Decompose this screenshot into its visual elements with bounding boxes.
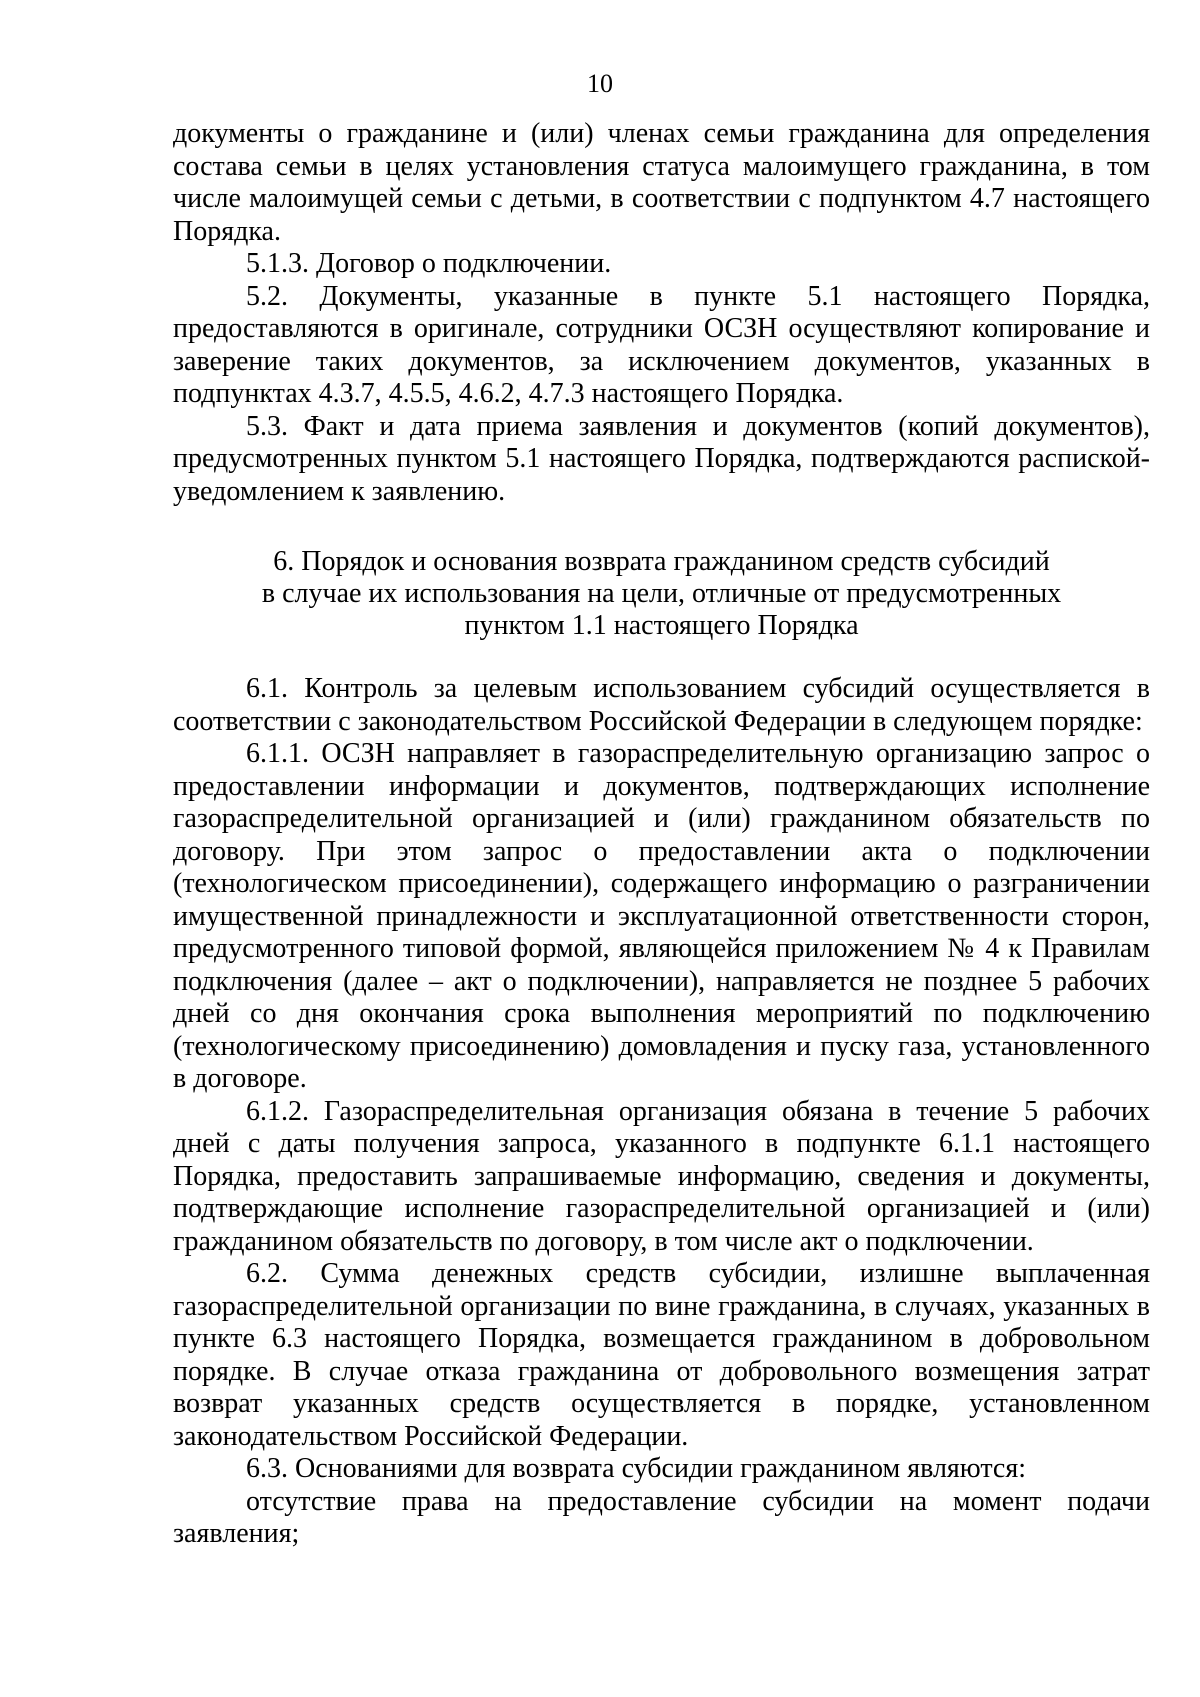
paragraph-5-3: 5.3. Факт и дата приема заявления и документов (копий документов), предусмотренных пунктом 5.1 настоящего Порядка, подтверждаются распиской-уведомлением к заявлению. [173,410,1150,507]
heading-line-1: 6. Порядок и основания возврата гражданином средств субсидий [273,546,1050,577]
paragraph-6-3: 6.3. Основаниями для возврата субсидии гражданином являются: [246,1453,1027,1484]
paragraph-6-2: 6.2. Сумма денежных средств субсидии, излишне выплаченная газораспределительной организации по вине гражданина, в случаях, указанных в пункте 6.3 настоящего Порядка, возмещается гражданином в добровольном порядке. В случае отказа гражданина от добровольного возмещения затрат возврат указанных средств осуществляется в порядке, установленном законодательством Российской Федерации. [173,1258,1150,1452]
paragraph-6-1-1: 6.1.1. ОСЗН направляет в газораспределительную организацию запрос о предоставлении информации и документов, подтверждающих исполнение газораспределительной организацией и (или) гражданином обязательств по договору. При этом запрос о предоставлении акта о подключении (технологическом присоединении), содержащего информацию о разграничении имущественной принадлежности и эксплуатационной ответственности сторон, предусмотренного типовой формой, являющейся приложением № 4 к Правилам подключения (далее – акт о подключении), направляется не позднее 5 рабочих дней со дня окончания срока выполнения мероприятий по подключению (технологическому присоединению) домовладения и пуску газа, установленного в договоре. [173,738,1150,1094]
section-5-text [173,118,1150,508]
heading-line-3: пунктом 1.1 настоящего Порядка [464,610,859,641]
paragraph-5-2: 5.2. Документы, указанные в пункте 5.1 настоящего Порядка, предоставляются в оригинале, сотрудники ОСЗН осуществляют копирование и заверение таких документов, за исключением документов, указанных в подпунктах 4.3.7, 4.5.5, 4.6.2, 4.7.3 настоящего Порядка. [173,280,1150,409]
paragraph-family-documents: документы о гражданине и (или) членах семьи гражданина для определения состава семьи в целях установления статуса малоимущего гражданина, в том числе малоимущей семьи с детьми, в соответствии с подпунктом 4.7 настоящего Порядка. [173,118,1150,247]
page-number: 10 [587,69,613,98]
section-6-text [173,673,1150,1551]
section-6-heading [173,546,1150,642]
paragraph-6-1-2: 6.1.2. Газораспределительная организация обязана в течение 5 рабочих дней с даты получения запроса, указанного в подпункте 6.1.1 настоящего Порядка, предоставить запрашиваемые информацию, сведения и документы, подтверждающие исполнение газораспределительной организацией и (или) гражданином обязательств по договору, в том числе акт о подключении. [173,1095,1150,1257]
paragraph-6-1: 6.1. Контроль за целевым использованием субсидий осуществляется в соответствии с законодательством Российской Федерации в следующем порядке: [173,673,1150,737]
paragraph-no-right-to-subsidy: отсутствие права на предоставление субсидии на момент подачи заявления; [173,1485,1150,1549]
heading-line-2: в случае их использования на цели, отличные от предусмотренных [261,578,1062,609]
paragraph-5-1-3: 5.1.3. Договор о подключении. [246,248,612,279]
